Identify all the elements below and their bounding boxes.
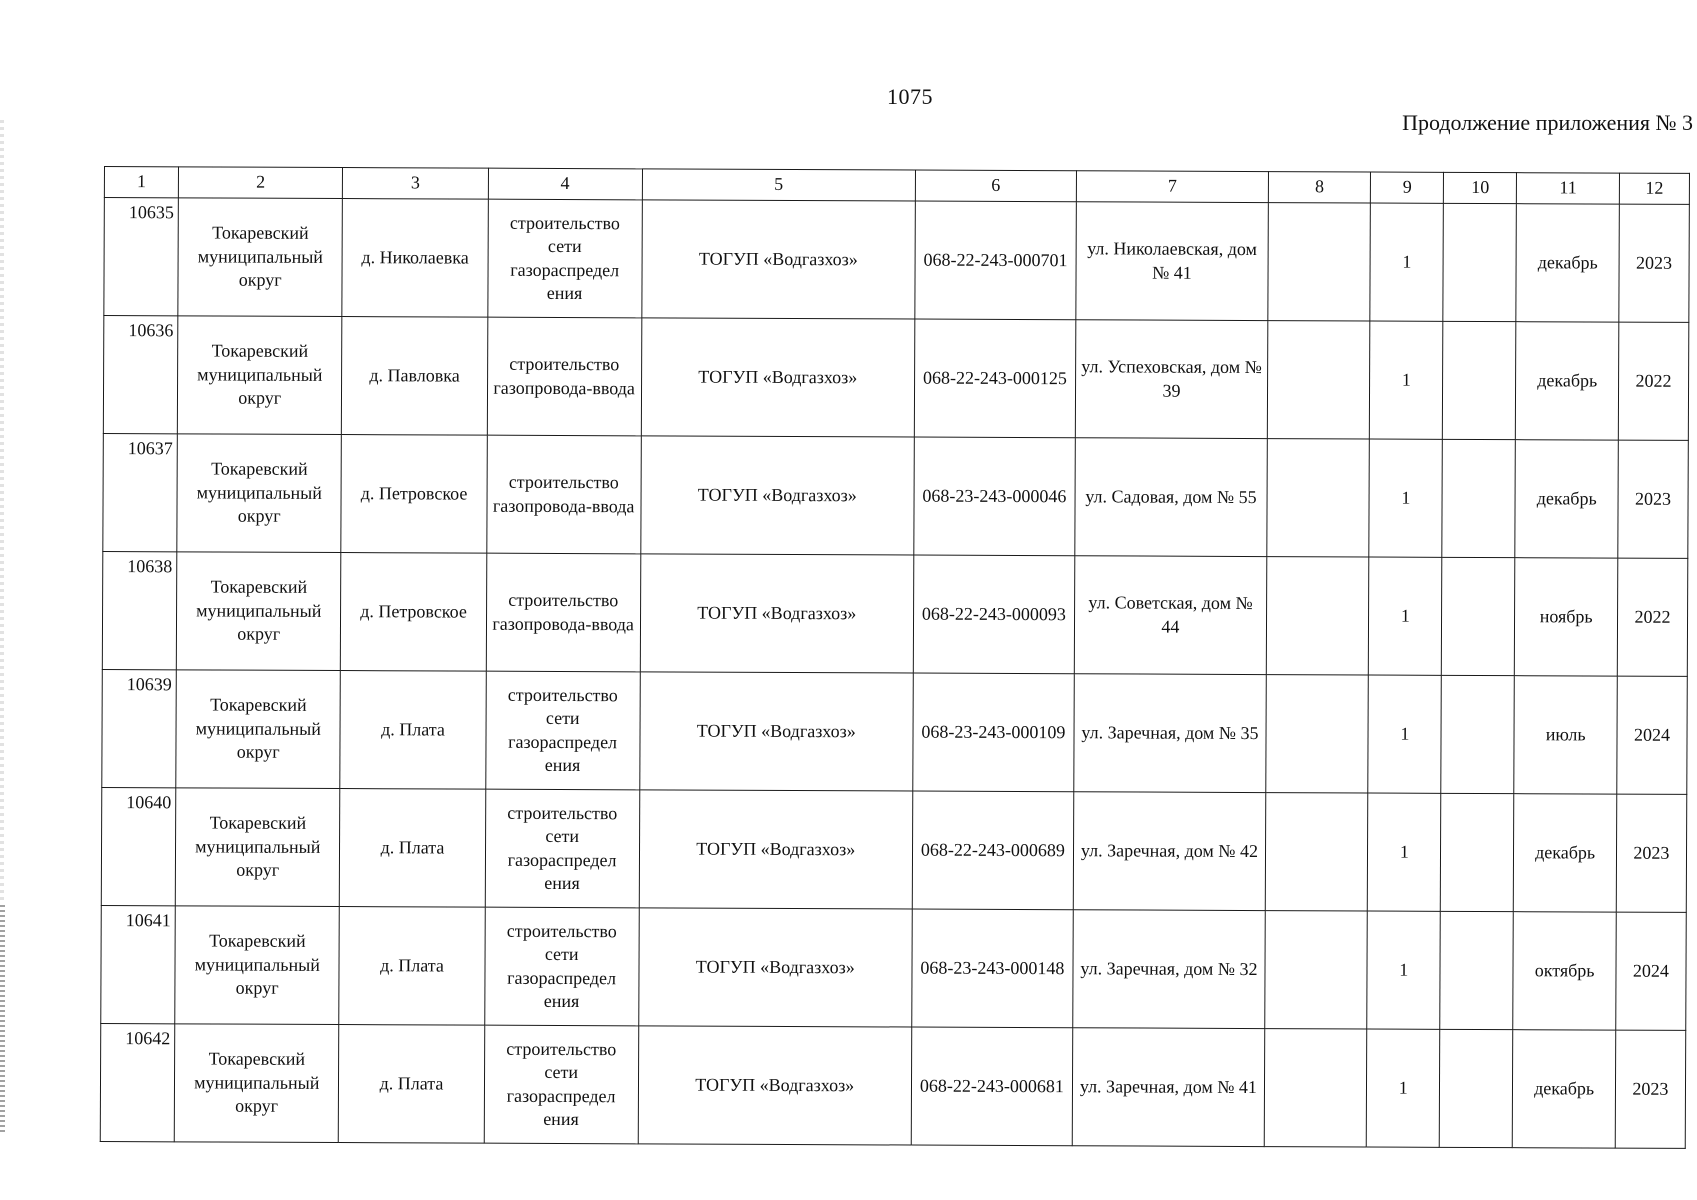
page-number: 1075	[887, 84, 933, 109]
organization-cell: ТОГУП «Водгазхоз»	[642, 200, 915, 319]
col8-cell	[1265, 793, 1368, 911]
district-cell: Токаревский муниципальный округ	[174, 1024, 339, 1143]
column-header-11: 11	[1517, 173, 1620, 204]
column-header-2: 2	[178, 167, 343, 199]
work-type-cell: строительство газопровода-ввода	[486, 435, 641, 554]
district-cell: Токаревский муниципальный округ	[175, 906, 340, 1025]
col8-cell	[1267, 439, 1370, 557]
settlement-cell: д. Плата	[340, 789, 486, 908]
code-cell: 068-22-243-000681	[911, 1027, 1073, 1146]
row-number: 10637	[103, 433, 178, 551]
year-cell: 2022	[1617, 558, 1688, 676]
row-number: 10641	[101, 905, 176, 1023]
table-row	[101, 905, 1686, 1030]
col8-cell	[1266, 675, 1369, 793]
table-row	[100, 1023, 1685, 1148]
address-cell: ул. Заречная, дом № 32	[1073, 910, 1265, 1029]
table-row	[101, 787, 1686, 912]
code-cell: 068-23-243-000148	[911, 909, 1073, 1028]
column-header-10: 10	[1444, 172, 1517, 203]
work-type-cell: строительство газопровода-ввода	[486, 553, 641, 672]
month-cell: декабрь	[1516, 322, 1619, 440]
column-header-5: 5	[642, 169, 915, 201]
settlement-cell: д. Петровское	[341, 435, 487, 554]
address-cell: ул. Советская, дом № 44	[1074, 556, 1266, 675]
column-header-6: 6	[915, 170, 1076, 202]
year-cell: 2023	[1616, 794, 1687, 912]
column-header-1: 1	[104, 167, 178, 198]
col9-cell: 1	[1370, 203, 1444, 321]
row-number: 10642	[100, 1023, 175, 1141]
row-number: 10639	[102, 669, 177, 787]
col8-cell	[1264, 1029, 1367, 1147]
col10-cell	[1440, 1029, 1514, 1147]
work-type-cell: строительство сети газораспредел ения	[485, 789, 640, 908]
organization-cell: ТОГУП «Водгазхоз»	[639, 908, 912, 1027]
district-cell: Токаревский муниципальный округ	[176, 552, 341, 671]
address-cell: ул. Успеховская, дом № 39	[1075, 320, 1267, 439]
work-type-cell: строительство сети газораспредел ения	[484, 1025, 639, 1144]
settlement-cell: д. Плата	[340, 671, 486, 790]
row-number: 10638	[102, 551, 177, 669]
table-row	[104, 198, 1689, 323]
col8-cell	[1265, 911, 1368, 1029]
settlement-cell: д. Николаевка	[342, 199, 488, 318]
table-row	[103, 433, 1688, 558]
settlement-cell: д. Павловка	[342, 317, 488, 436]
col8-cell	[1266, 557, 1369, 675]
column-header-3: 3	[343, 168, 488, 200]
col9-cell: 1	[1369, 439, 1443, 557]
settlement-cell: д. Петровское	[341, 553, 487, 672]
code-cell: 068-22-243-000125	[914, 319, 1076, 438]
year-cell: 2024	[1617, 676, 1688, 794]
month-cell: декабрь	[1515, 440, 1618, 558]
month-cell: июль	[1514, 676, 1617, 794]
month-cell: декабрь	[1516, 204, 1619, 322]
month-cell: октябрь	[1513, 912, 1616, 1030]
column-header-12: 12	[1619, 173, 1689, 204]
month-cell: ноябрь	[1515, 558, 1618, 676]
col10-cell	[1440, 911, 1514, 1029]
col9-cell: 1	[1368, 675, 1442, 793]
column-header-7: 7	[1076, 171, 1268, 203]
code-cell: 068-22-243-000093	[913, 555, 1075, 674]
table-row	[102, 551, 1687, 676]
col10-cell	[1441, 675, 1515, 793]
col8-cell	[1268, 203, 1371, 321]
col10-cell	[1443, 321, 1517, 439]
district-cell: Токаревский муниципальный округ	[175, 788, 340, 907]
organization-cell: ТОГУП «Водгазхоз»	[638, 1026, 911, 1145]
column-header-8: 8	[1268, 172, 1371, 203]
col9-cell: 1	[1370, 321, 1444, 439]
continuation-caption: Продолжение приложения № 3	[1402, 110, 1693, 135]
code-cell: 068-22-243-000689	[912, 791, 1074, 910]
work-type-cell: строительство сети газораспредел ения	[485, 671, 640, 790]
column-header-4: 4	[488, 168, 642, 200]
address-cell: ул. Заречная, дом № 42	[1073, 792, 1265, 911]
table-body	[100, 198, 1689, 1149]
address-cell: ул. Заречная, дом № 35	[1074, 674, 1266, 793]
organization-cell: ТОГУП «Водгазхоз»	[641, 436, 914, 555]
col10-cell	[1441, 793, 1515, 911]
year-cell: 2024	[1616, 912, 1687, 1030]
organization-cell: ТОГУП «Водгазхоз»	[639, 790, 912, 909]
col10-cell	[1443, 203, 1517, 321]
year-cell: 2023	[1615, 1030, 1686, 1148]
work-type-cell: строительство сети газораспредел ения	[487, 199, 642, 318]
row-number: 10636	[103, 316, 178, 434]
col9-cell: 1	[1369, 557, 1443, 675]
year-cell: 2023	[1619, 204, 1690, 322]
table-row	[102, 669, 1687, 794]
col9-cell: 1	[1367, 911, 1441, 1029]
code-cell: 068-23-243-000109	[912, 673, 1074, 792]
column-header-9: 9	[1371, 172, 1444, 203]
scan-edge-artifact-lower	[0, 905, 5, 1135]
work-type-cell: строительство сети газораспредел ения	[484, 907, 639, 1026]
col9-cell: 1	[1367, 1029, 1441, 1147]
address-cell: ул. Заречная, дом № 41	[1072, 1028, 1264, 1147]
registry-table	[100, 166, 1690, 1149]
organization-cell: ТОГУП «Водгазхоз»	[640, 672, 913, 791]
organization-cell: ТОГУП «Водгазхоз»	[640, 554, 913, 673]
district-cell: Токаревский муниципальный округ	[178, 198, 343, 317]
district-cell: Токаревский муниципальный округ	[176, 670, 341, 789]
table-row	[103, 316, 1688, 441]
month-cell: декабрь	[1514, 794, 1617, 912]
settlement-cell: д. Плата	[339, 907, 485, 1026]
address-cell: ул. Садовая, дом № 55	[1075, 438, 1267, 557]
organization-cell: ТОГУП «Водгазхоз»	[641, 318, 914, 437]
settlement-cell: д. Плата	[339, 1025, 485, 1144]
month-cell: декабрь	[1513, 1030, 1616, 1148]
col9-cell: 1	[1368, 793, 1442, 911]
year-cell: 2022	[1618, 322, 1689, 440]
work-type-cell: строительство газопровода-ввода	[487, 317, 642, 436]
year-cell: 2023	[1618, 440, 1689, 558]
row-number: 10635	[104, 198, 179, 316]
district-cell: Токаревский муниципальный округ	[177, 316, 342, 435]
row-number: 10640	[101, 787, 176, 905]
scan-edge-artifact	[0, 120, 4, 900]
address-cell: ул. Николаевская, дом № 41	[1076, 202, 1268, 321]
code-cell: 068-23-243-000046	[914, 437, 1076, 556]
district-cell: Токаревский муниципальный округ	[177, 434, 342, 553]
col8-cell	[1267, 321, 1370, 439]
col10-cell	[1442, 557, 1516, 675]
code-cell: 068-22-243-000701	[915, 201, 1077, 320]
col10-cell	[1442, 439, 1516, 557]
